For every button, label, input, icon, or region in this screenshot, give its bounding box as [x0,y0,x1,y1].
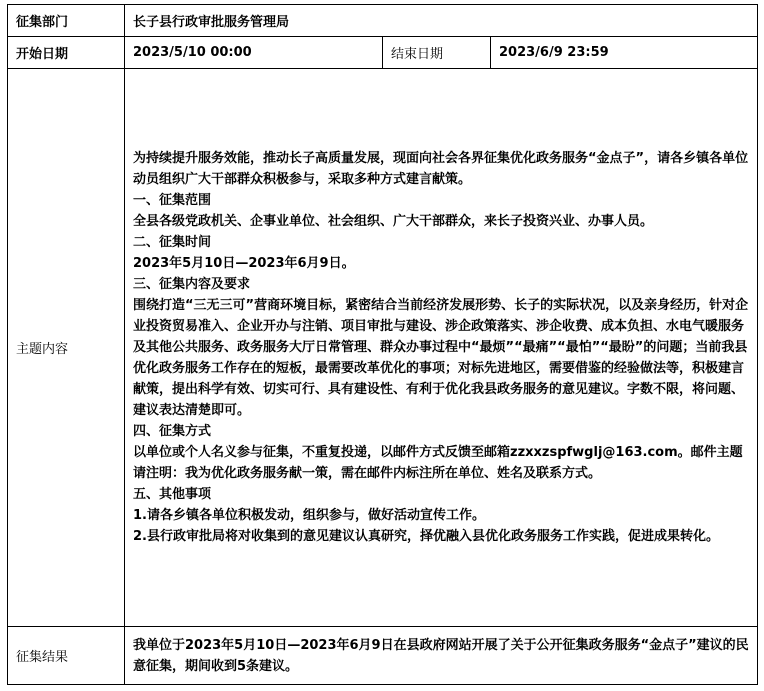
section-text: 以单位或个人名义参与征集，不重复投递，以邮件方式反馈至邮箱zzxxzspfwglj@163.com。邮件主题请注明：我为优化政务服务献一策，需在邮件内标注所在单位、姓名及联系方式。 [133,445,743,481]
start-date-value: 2023/5/10 00:00 [125,37,383,69]
section-text: 全县各级党政机关、企事业单位、社会组织、广大干部群众，来长子投资兴业、办事人员。 [133,214,654,229]
section-text: 围绕打造“三无三可”营商环境目标，紧密结合当前经济发展形势、长子的实际状况，以及亲身经历，针对企业投资贸易准入、企业开办与注销、项目审批与建设、涉企政策落实、涉企收费、成本负担、水电气暖服务及其他公共服务、政务服务大厅日常管理、群众办事过程中“最烦”“最痛”“最怕”“最盼”的问题；当前我县优化政务服务工作存在的短板，最需要改革优化的事项；对标先进地区，需要借鉴的经验做法等，积极建言献策，提出科学有效、切实可行、具有建设性、有利于优化我县政务服务的意见建议。字数不限，将问题、建议表达清楚即可。 [133,298,749,418]
dept-label: 征集部门 [8,5,125,37]
end-date-label: 结束日期 [383,37,491,69]
section-heading: 五、其他事项 [133,487,212,502]
topic-row [8,69,758,627]
section-text: 1.请各乡镇各单位积极发动，组织参与，做好活动宣传工作。 [133,508,485,523]
result-label: 征集结果 [8,627,125,685]
section-heading: 四、征集方式 [133,424,212,439]
start-date-label: 开始日期 [8,37,125,69]
result-row [8,627,758,685]
solicitation-table [7,4,758,685]
section-heading: 三、征集内容及要求 [133,277,251,292]
section-heading: 二、征集时间 [133,235,212,250]
section-text: 2.县行政审批局将对收集到的意见建议认真研究，择优融入县优化政务服务工作实践，促进成果转化。 [133,529,719,544]
topic-content [125,69,758,627]
topic-label: 主题内容 [8,69,125,627]
section-text: 2023年5月10日—2023年6月9日。 [133,256,355,271]
date-row [8,37,758,69]
end-date-value: 2023/6/9 23:59 [491,37,758,69]
result-value: 我单位于2023年5月10日—2023年6月9日在县政府网站开展了关于公开征集政务服务“金点子”建议的民意征集，期间收到5条建议。 [125,627,758,685]
dept-row [8,5,758,37]
dept-value: 长子县行政审批服务管理局 [125,5,758,37]
topic-intro: 为持续提升服务效能，推动长子高质量发展，现面向社会各界征集优化政务服务“金点子”，请各乡镇各单位动员组织广大干部群众积极参与，采取多种方式建言献策。 [133,151,749,187]
section-heading: 一、征集范围 [133,193,212,208]
